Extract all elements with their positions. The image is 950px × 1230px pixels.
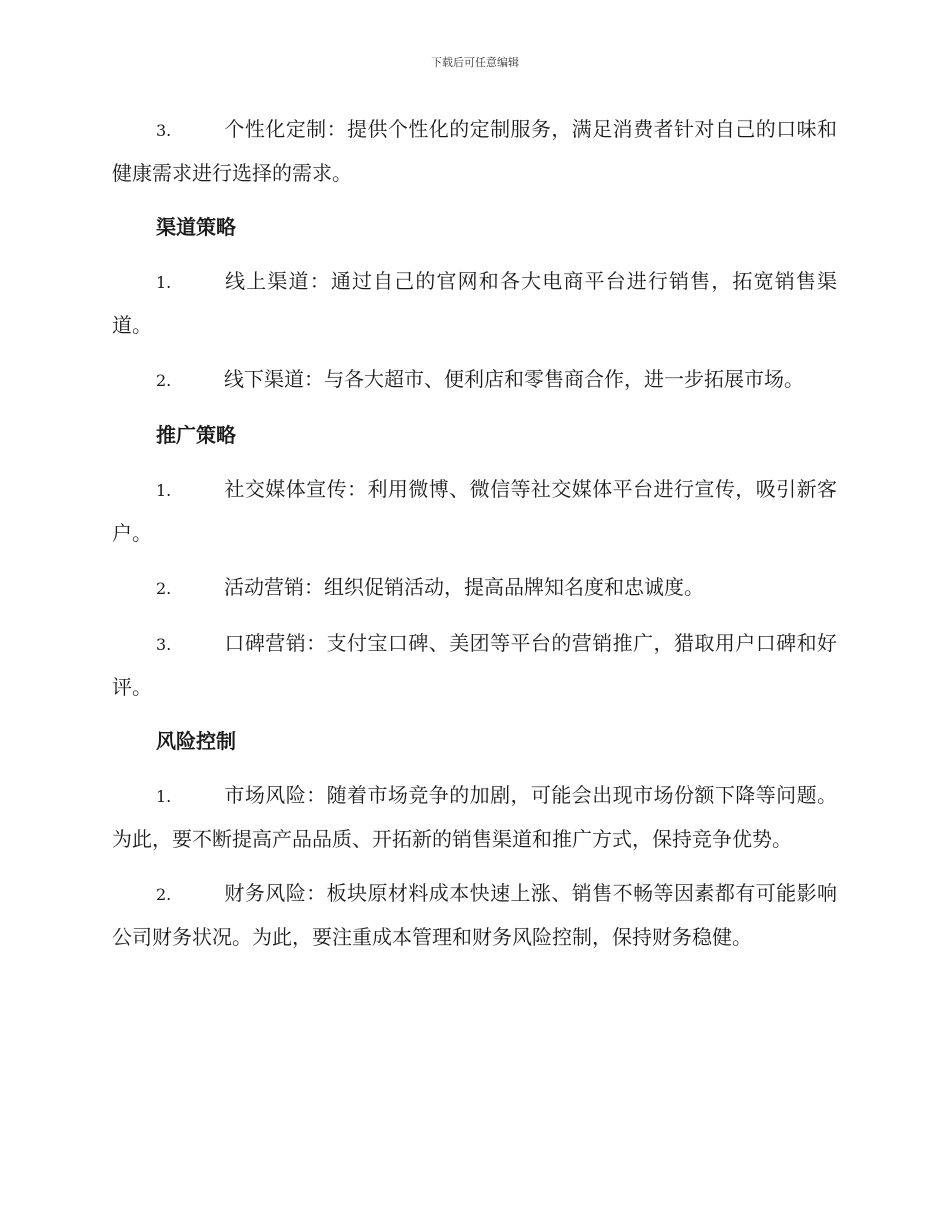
list-item	[112, 774, 837, 860]
item-text: 社交媒体宣传：利用微博、微信等社交媒体平台进行宣传，吸引新客户。	[112, 477, 837, 545]
section-heading-promotion: 推广策略	[156, 423, 236, 447]
item-text: 活动营销：组织促销活动，提高品牌知名度和忠诚度。	[224, 575, 704, 599]
item-number: 2.	[156, 579, 172, 598]
item-text: 线下渠道：与各大超市、便利店和零售商合作，进一步拓展市场。	[224, 367, 804, 391]
item-number: 1.	[156, 273, 172, 292]
item-text: 线上渠道：通过自己的官网和各大电商平台进行销售，拓宽销售渠道。	[112, 269, 837, 337]
list-item	[112, 622, 837, 708]
list-item	[112, 358, 837, 402]
item-number: 1.	[156, 787, 172, 806]
list-item	[112, 108, 837, 194]
item-number: 2.	[156, 885, 172, 904]
document-body	[112, 108, 837, 970]
item-text: 财务风险：板块原材料成本快速上涨、销售不畅等因素都有可能影响公司财务状况。为此，要注重成本管理和财务风险控制，保持财务稳健。	[112, 881, 837, 949]
item-number: 2.	[156, 371, 172, 390]
item-number: 1.	[156, 481, 172, 500]
list-item	[112, 260, 837, 346]
item-text: 个性化定制：提供个性化的定制服务，满足消费者针对自己的口味和健康需求进行选择的需求。	[112, 117, 837, 185]
list-item	[112, 468, 837, 554]
item-number: 3.	[156, 121, 172, 140]
section-heading-channel: 渠道策略	[156, 215, 236, 239]
list-item	[112, 566, 837, 610]
section-heading-risk: 风险控制	[156, 729, 236, 753]
page-header: 下载后可任意编辑	[431, 56, 519, 69]
item-text: 市场风险：随着市场竞争的加剧，可能会出现市场份额下降等问题。为此，要不断提高产品品质、开拓新的销售渠道和推广方式，保持竞争优势。	[112, 783, 837, 851]
item-number: 3.	[156, 635, 172, 654]
list-item	[112, 872, 837, 958]
item-text: 口碑营销：支付宝口碑、美团等平台的营销推广，猎取用户口碑和好评。	[112, 631, 837, 699]
